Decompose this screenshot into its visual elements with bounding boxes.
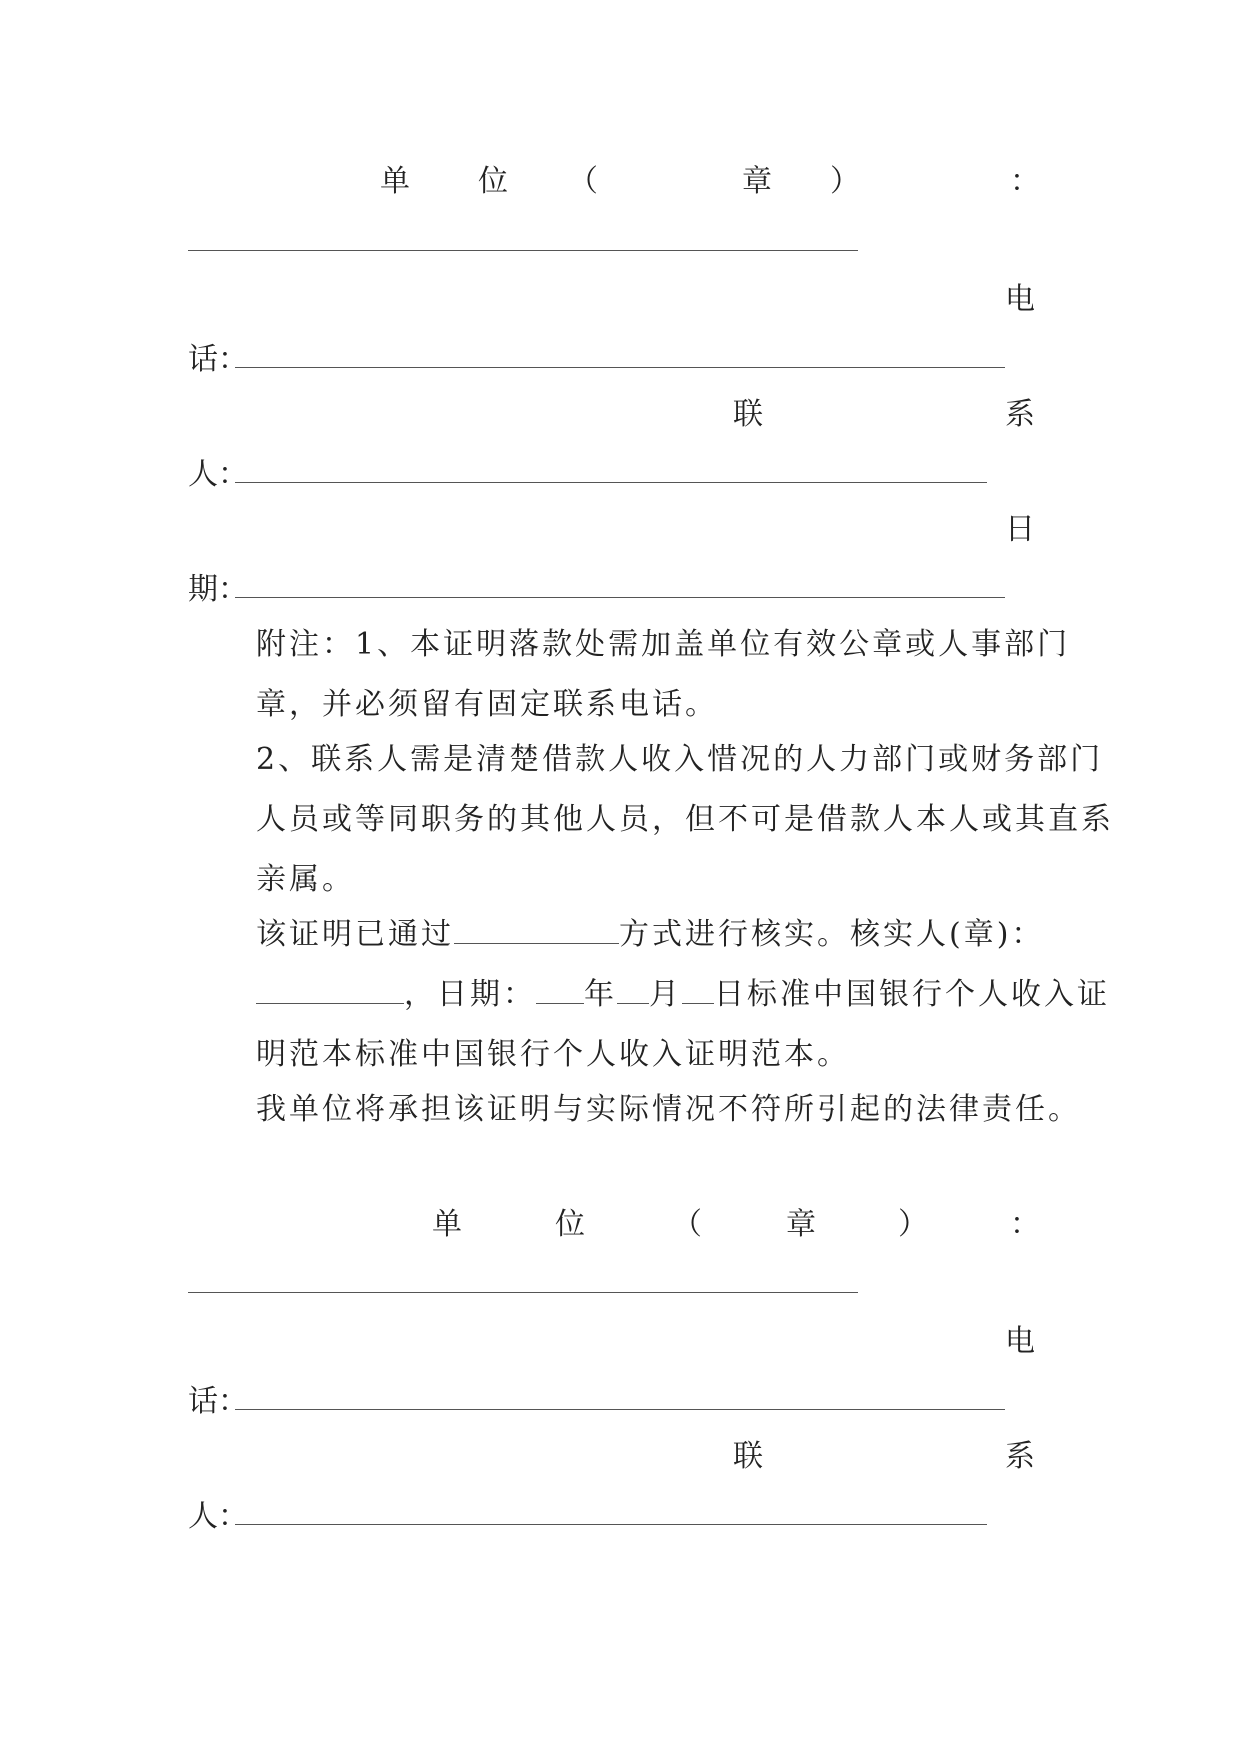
phone2-label-bottom: 话： bbox=[188, 1384, 248, 1419]
verifier-blank[interactable] bbox=[256, 973, 404, 1004]
unit2-label-char-4: 章 bbox=[786, 1207, 816, 1242]
unit2-label-colon: ： bbox=[1010, 1207, 1040, 1242]
contact2-label-bottom: 人： bbox=[188, 1499, 248, 1534]
phone2-label-top: 电 bbox=[1005, 1324, 1035, 1359]
unit2-input-line[interactable] bbox=[188, 1292, 858, 1293]
contact-label-right: 系 bbox=[1005, 397, 1035, 432]
phone2-input-line[interactable] bbox=[235, 1409, 1005, 1410]
date-input-line[interactable] bbox=[235, 597, 1005, 598]
year-label: 年 bbox=[584, 977, 617, 1012]
unit-label-colon: ： bbox=[1010, 164, 1040, 199]
unit-label-char-3: （ bbox=[568, 164, 598, 199]
unit-label-char-2: 位 bbox=[478, 164, 508, 199]
phone-label-top: 电 bbox=[1005, 282, 1035, 317]
phone-label-bottom: 话： bbox=[188, 342, 248, 377]
unit2-label-char-1: 单 bbox=[432, 1207, 462, 1242]
contact2-label-mid: 联 bbox=[733, 1439, 763, 1474]
verify-prefix: 该证明已通过 bbox=[256, 917, 454, 952]
note-2: 2、联系人需是清楚借款人收入惜况的人力部门或财务部门人员或等同职务的其他人员，但不可是借款人本人或其直系亲属。 bbox=[256, 742, 1114, 897]
contact-label-bottom: 人： bbox=[188, 457, 248, 492]
unit2-label-char-2: 位 bbox=[555, 1207, 585, 1242]
verify-paragraph bbox=[188, 905, 1118, 1085]
responsibility-statement: 我单位将承担该证明与实际情况不符所引起的法律责任。 bbox=[256, 1092, 1081, 1127]
unit-label-char-4: 章 bbox=[742, 164, 772, 199]
unit-input-line[interactable] bbox=[188, 250, 858, 251]
unit2-label-char-5: ） bbox=[898, 1207, 928, 1242]
verify-middle: 方式进行核实。核实人(章)： bbox=[619, 917, 1045, 952]
day-blank[interactable] bbox=[682, 973, 714, 1004]
phone-input-line[interactable] bbox=[235, 367, 1005, 368]
contact2-label-right: 系 bbox=[1005, 1439, 1035, 1474]
contact-input-line[interactable] bbox=[235, 482, 987, 483]
verify-date-prefix: ，日期： bbox=[404, 977, 536, 1012]
contact-label-mid: 联 bbox=[733, 397, 763, 432]
note-1: 附注：1、本证明落款处需加盖单位有效公章或人事部门章，并必须留有固定联系电话。 bbox=[256, 627, 1071, 722]
unit-label-char-1: 单 bbox=[380, 164, 410, 199]
verify-suffix: 日标准中国银行个人收入证明范本标准中国银行个人收入证明范本。 bbox=[256, 977, 1110, 1072]
contact2-input-line[interactable] bbox=[235, 1524, 987, 1525]
unit-label-char-5: ） bbox=[830, 164, 860, 199]
date-label-top: 日 bbox=[1005, 512, 1035, 547]
month-label: 月 bbox=[649, 977, 682, 1012]
unit2-label-char-3: （ bbox=[672, 1207, 702, 1242]
month-blank[interactable] bbox=[617, 973, 649, 1004]
verify-method-blank[interactable] bbox=[454, 913, 619, 944]
year-blank[interactable] bbox=[536, 973, 584, 1004]
date-label-bottom: 期： bbox=[188, 572, 248, 607]
